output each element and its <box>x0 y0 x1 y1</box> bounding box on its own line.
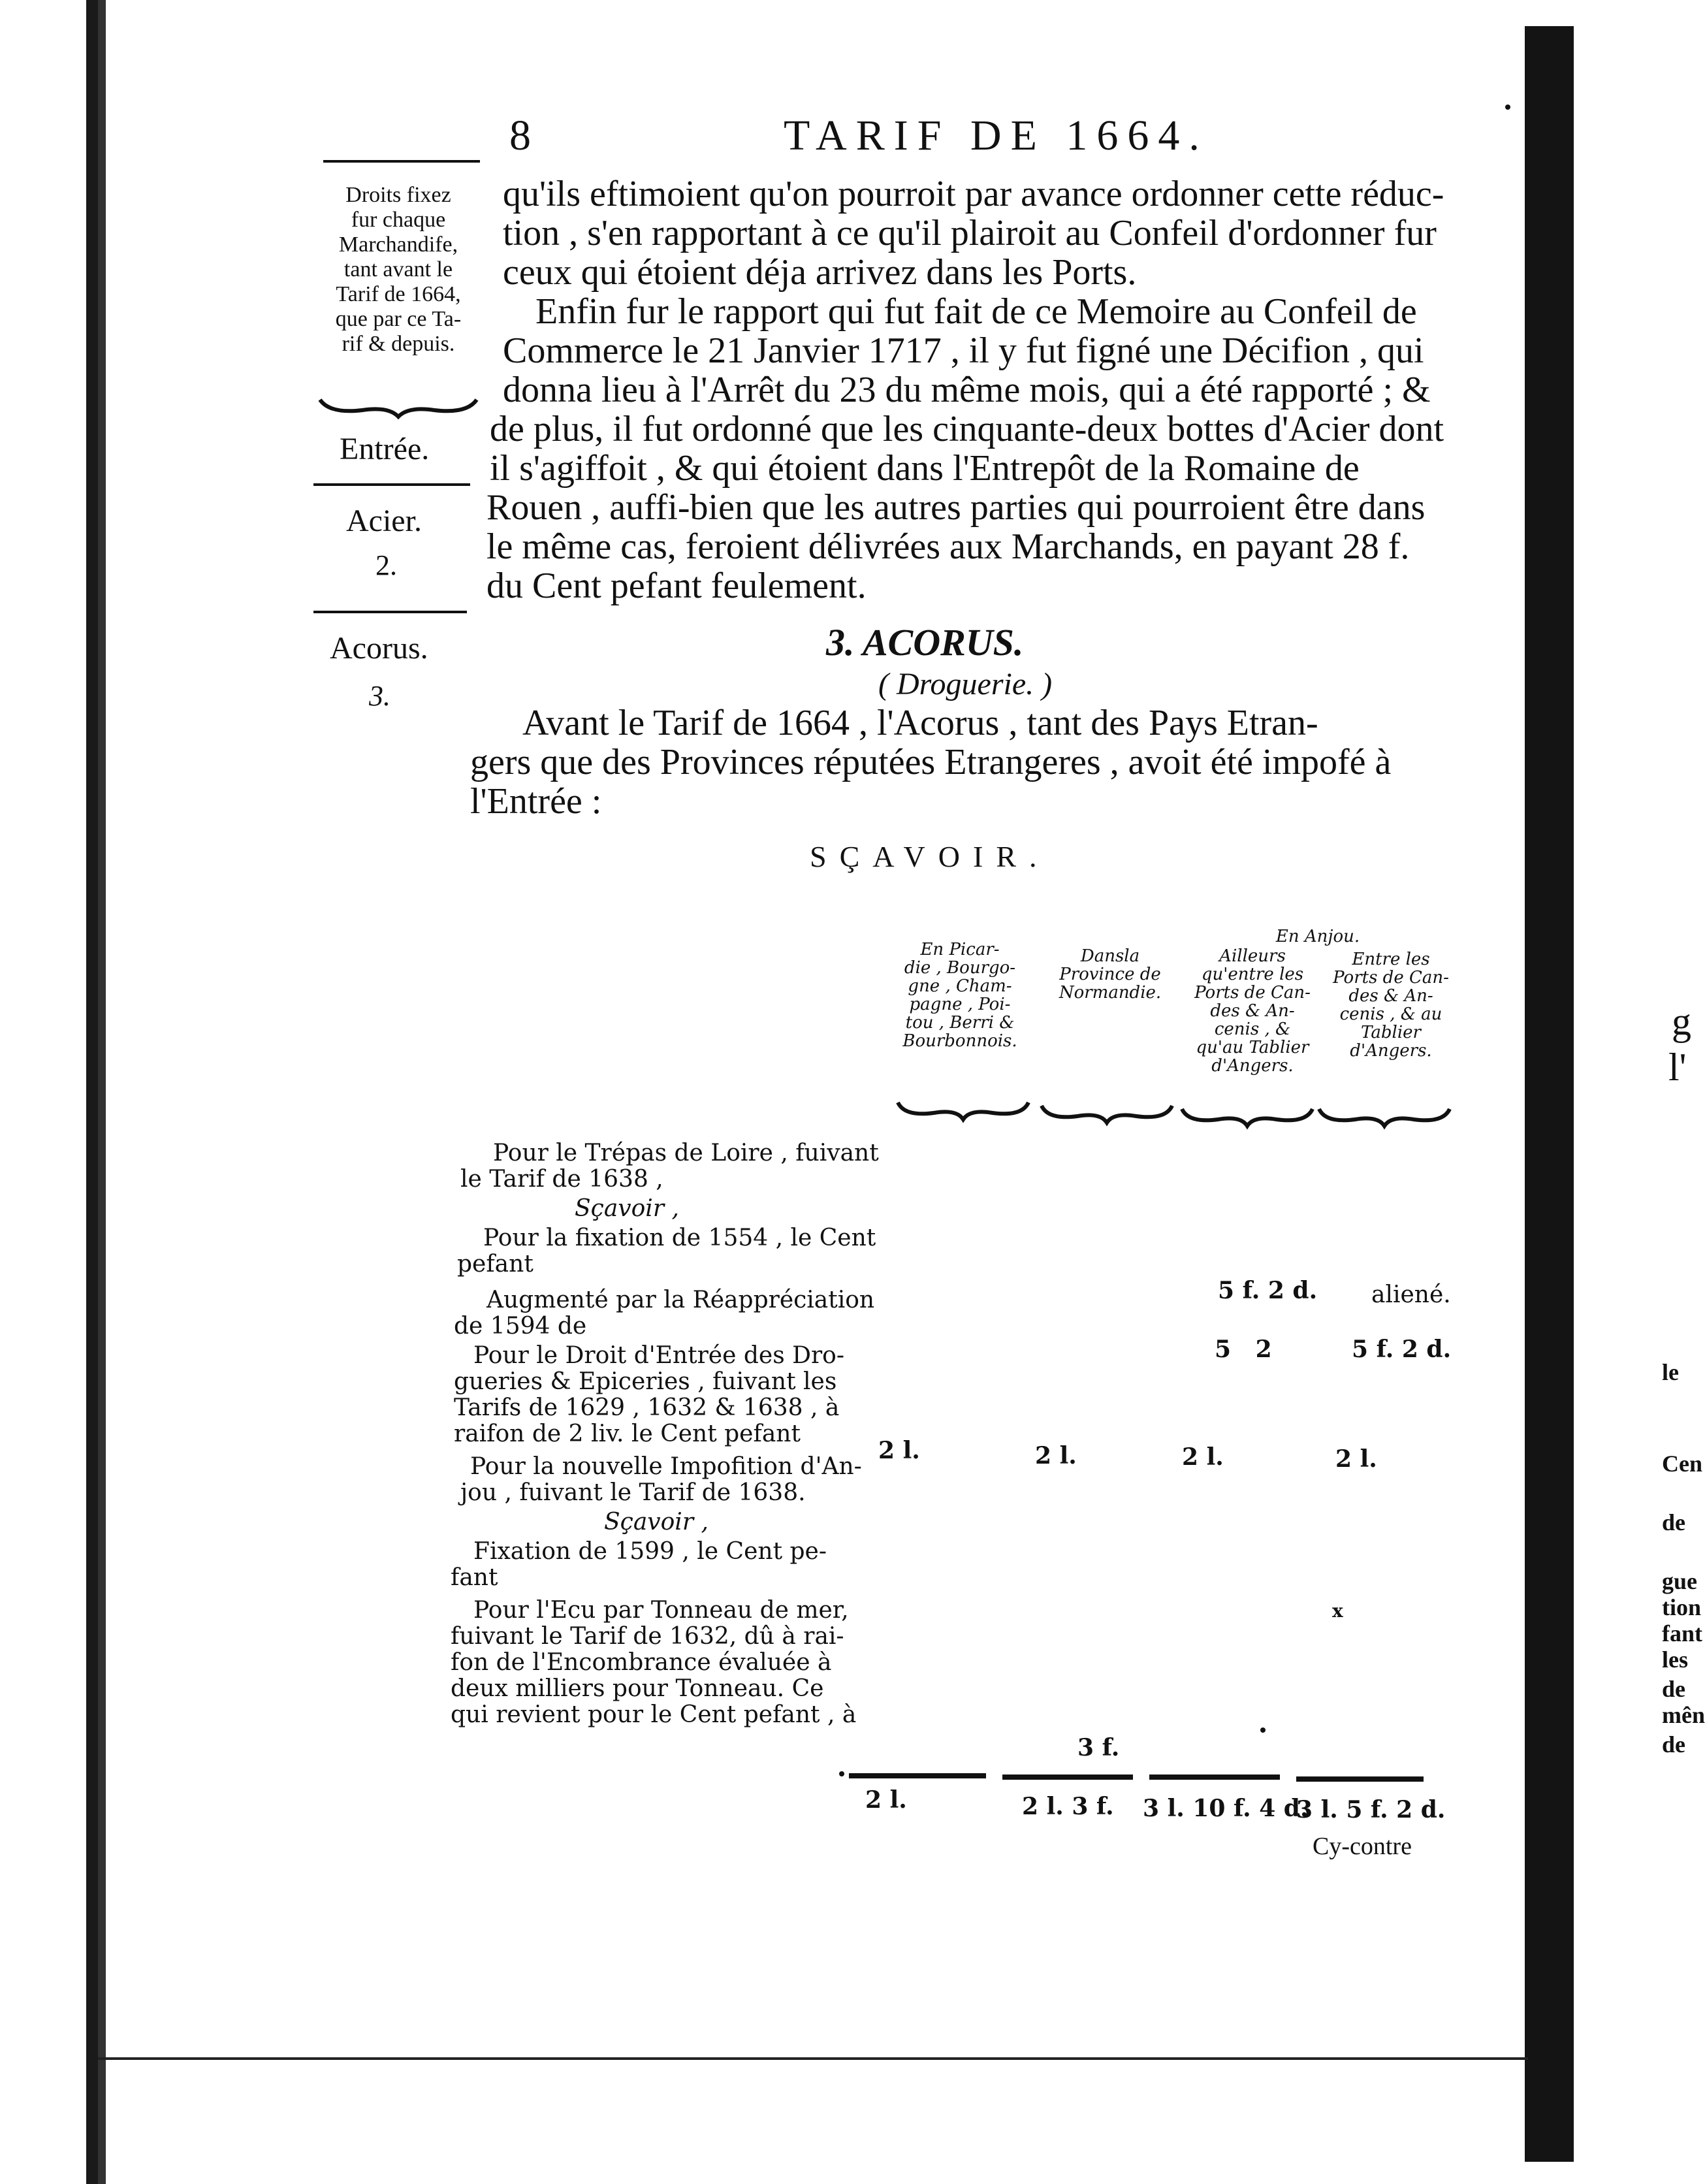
facing-fragment: de <box>1662 1676 1685 1702</box>
column-header: Entre les Ports de Can- des & An- cenis , & au Tablier d'Angers. <box>1333 950 1449 1061</box>
facing-fragment: Cen <box>1662 1451 1702 1477</box>
sidenote-line: fur chaque <box>351 208 446 232</box>
total-cell: 3 l. 10 f. 4 d. <box>1143 1795 1309 1822</box>
row-label: pefant <box>457 1251 534 1277</box>
value-cell: 5 f. 2 d. <box>1218 1277 1318 1304</box>
body-line: il s'agiffoit , & qui étoient dans l'Entrepôt de la Romaine de <box>490 448 1360 489</box>
sum-rule <box>1296 1776 1424 1782</box>
row-label: gueries & Epiceries , fuivant les <box>454 1368 837 1395</box>
row-label: fuivant le Tarif de 1632, dû à rai- <box>451 1623 844 1650</box>
row-label: Pour l'Ecu par Tonneau de mer, <box>473 1597 849 1624</box>
running-title: TARIF DE 1664. <box>784 112 1209 159</box>
facing-fragment: de <box>1662 1509 1685 1535</box>
facing-fragment: les <box>1662 1646 1688 1673</box>
paragraph-line: l'Entrée : <box>470 781 602 822</box>
row-label: Pour la fixation de 1554 , le Cent <box>483 1225 876 1251</box>
facing-fragment: de <box>1662 1731 1685 1758</box>
column-header: En Picar- die , Bourgo- gne , Cham- pagne , Poi- tou , Berri & Bourbonnois. <box>902 940 1017 1051</box>
sidenote-entree: Entrée. <box>340 432 430 466</box>
paragraph-line: Avant le Tarif de 1664 , l'Acorus , tant des Pays Etran- <box>522 703 1318 743</box>
row-label: fon de l'Encombrance évaluée à <box>451 1649 832 1676</box>
facing-fragment: le <box>1662 1359 1679 1385</box>
body-line: Commerce le 21 Janvier 1717 , il y fut figné une Décifion , qui <box>503 330 1424 371</box>
value-cell: x <box>1332 1600 1343 1622</box>
row-label: le Tarif de 1638 , <box>460 1166 663 1193</box>
row-label: Sçavoir , <box>575 1195 679 1222</box>
row-label: Augmenté par la Réappréciation <box>486 1287 875 1313</box>
facing-fragment: fant <box>1662 1620 1702 1646</box>
column-brace <box>895 1097 1032 1123</box>
row-label: Pour le Droit d'Entrée des Dro- <box>473 1342 845 1369</box>
sidenote-line: Tarif de 1664, <box>336 282 461 306</box>
row-label: raifon de 2 liv. le Cent pefant <box>454 1421 801 1447</box>
sidenote-line: que par ce Ta- <box>335 307 462 331</box>
column-header: Ailleurs qu'entre les Ports de Can- des & An- cenis , & qu'au Tablier d'Angers. <box>1194 946 1311 1076</box>
value-cell: aliené. <box>1371 1281 1451 1308</box>
sidenote-line: Droits fixez <box>345 183 451 207</box>
body-line: le même cas, feroient délivrées aux Marchands, en payant 28 f. <box>486 526 1410 567</box>
sum-rule <box>1149 1774 1280 1780</box>
section-subtitle: ( Droguerie. ) <box>878 667 1053 701</box>
column-brace <box>1316 1104 1453 1130</box>
facing-page <box>1574 26 1698 2162</box>
body-line: qu'ils eftimoient qu'on pourroit par avance ordonner cette réduc- <box>503 174 1444 214</box>
row-label: de 1594 de <box>454 1313 587 1340</box>
row-label: jou , fuivant le Tarif de 1638. <box>460 1479 806 1506</box>
column-header: Dansla Province de Normandie. <box>1059 946 1162 1003</box>
value-cell: 5 2 <box>1215 1336 1272 1363</box>
scavoir-heading: SÇAVOIR. <box>810 840 1050 873</box>
body-line: de plus, il fut ordonné que les cinquante-deux bottes d'Acier dont <box>490 409 1444 449</box>
ink-speck <box>839 1771 844 1776</box>
sidenote-line: Marchandife, <box>338 233 458 257</box>
value-cell: 2 l. <box>878 1437 920 1464</box>
scan-binding-edge <box>98 0 106 2184</box>
sidenote-acorus-number: 3. <box>369 680 390 712</box>
anjou-header: En Anjou. <box>1275 927 1360 946</box>
sidenote-rule <box>323 160 480 163</box>
row-label: Tarifs de 1629 , 1632 & 1638 , à <box>454 1394 840 1421</box>
row-label: qui revient pour le Cent pefant , à <box>451 1701 857 1728</box>
body-line: donna lieu à l'Arrêt du 23 du même mois, qui a été rapporté ; & <box>503 370 1431 410</box>
body-line: Enfin fur le rapport qui fut fait de ce Memoire au Confeil de <box>535 291 1417 332</box>
body-line: Rouen , auffi-bien que les autres parties qui pourroient être dans <box>486 487 1426 528</box>
body-line: du Cent pefant feulement. <box>486 566 867 606</box>
value-cell: 2 l. <box>1335 1445 1377 1473</box>
sidenote-brace <box>317 392 480 418</box>
page-number: 8 <box>509 112 531 159</box>
paragraph-line: gers que des Provinces réputées Etrangeres , avoit été impofé à <box>470 742 1392 782</box>
column-brace <box>1179 1104 1316 1130</box>
body-line: ceux qui étoient déja arrivez dans les Ports. <box>503 252 1137 293</box>
facing-fragment: gue <box>1662 1568 1697 1594</box>
row-label: Sçavoir , <box>604 1509 709 1535</box>
value-cell: 2 l. <box>1035 1442 1077 1469</box>
column-brace <box>1038 1100 1175 1127</box>
row-label: fant <box>451 1564 498 1591</box>
total-cell: 3 l. 5 f. 2 d. <box>1296 1796 1446 1823</box>
sidenote-acorus: Acorus. <box>330 631 428 666</box>
value-cell: 3 f. <box>1077 1734 1120 1761</box>
total-cell: 2 l. <box>865 1786 907 1814</box>
facing-fragment: mên <box>1662 1702 1705 1728</box>
row-label: Fixation de 1599 , le Cent pe- <box>473 1538 827 1565</box>
value-cell: 2 l. <box>1182 1443 1224 1471</box>
sidenote-line: tant avant le <box>343 257 453 281</box>
page-bottom-edge <box>98 2057 1528 2060</box>
ink-speck <box>1505 104 1510 110</box>
sidenote-acier: Acier. <box>346 504 422 538</box>
sidenote-line: rif & depuis. <box>342 332 455 356</box>
scan-gutter-shadow <box>1525 26 1574 2162</box>
sidenote-rule <box>313 611 467 613</box>
sidenote-rule <box>313 483 470 486</box>
row-label: Pour le Trépas de Loire , fuivant <box>493 1140 879 1166</box>
ink-speck <box>1260 1727 1266 1733</box>
facing-fragment: l' <box>1668 1046 1687 1089</box>
catchword: Cy-contre <box>1313 1833 1412 1860</box>
row-label: Pour la nouvelle Impofition d'An- <box>470 1453 862 1480</box>
body-line: tion , s'en rapportant à ce qu'il plairoit au Confeil d'ordonner fur <box>503 213 1437 253</box>
sum-rule <box>1002 1774 1133 1780</box>
sidenote-acier-number: 2. <box>375 549 397 581</box>
row-label: deux milliers pour Tonneau. Ce <box>451 1675 824 1702</box>
section-title: 3. ACORUS. <box>826 621 1024 664</box>
sum-rule <box>849 1773 986 1778</box>
value-cell: 5 f. 2 d. <box>1352 1336 1452 1363</box>
total-cell: 2 l. 3 f. <box>1022 1793 1114 1820</box>
facing-fragment: g <box>1672 1000 1691 1043</box>
facing-fragment: tion <box>1662 1594 1702 1620</box>
